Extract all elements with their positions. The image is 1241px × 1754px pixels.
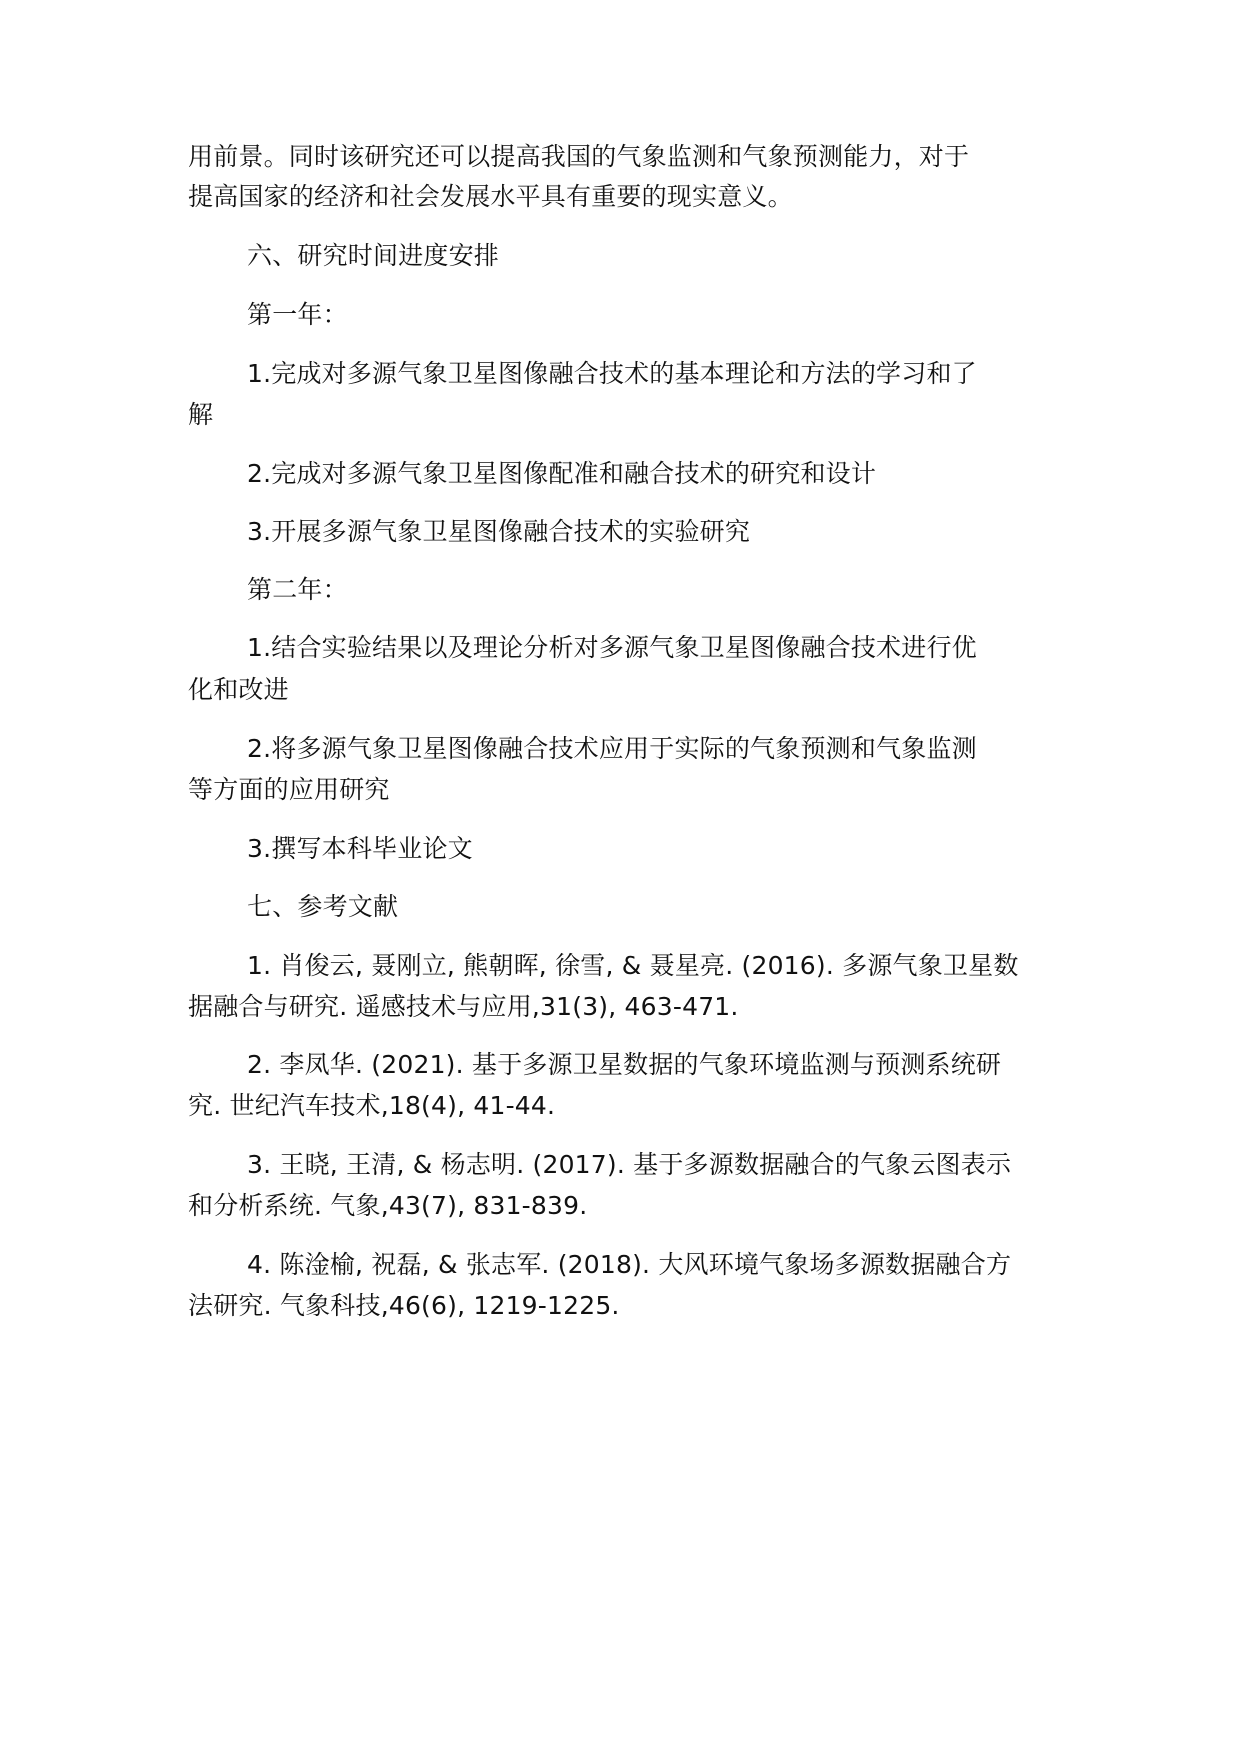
reference-2: 2. 李凤华. (2021). 基于多源卫星数据的气象环境监测与预测系统研 xyxy=(247,1050,1002,1079)
reference-2-continuation: 究. 世纪汽车技术,18(4), 41-44. xyxy=(188,1091,556,1120)
year-one-item-2: 2.完成对多源气象卫星图像配准和融合技术的研究和设计 xyxy=(247,459,877,488)
reference-1-continuation: 据融合与研究. 遥感技术与应用,31(3), 463-471. xyxy=(188,992,739,1021)
intro-paragraph-line: 提高国家的经济和社会发展水平具有重要的现实意义。 xyxy=(188,182,793,211)
year-one-item-1-continuation: 解 xyxy=(188,400,214,429)
year-two-item-1-continuation: 化和改进 xyxy=(188,675,289,704)
year-two-item-3: 3.撰写本科毕业论文 xyxy=(247,834,473,863)
intro-paragraph-line: 用前景。同时该研究还可以提高我国的气象监测和气象预测能力，对于 xyxy=(188,142,970,171)
reference-3-continuation: 和分析系统. 气象,43(7), 831-839. xyxy=(188,1191,588,1220)
year-one-item-3: 3.开展多源气象卫星图像融合技术的实验研究 xyxy=(247,517,751,546)
section-six-heading: 六、研究时间进度安排 xyxy=(247,241,500,270)
reference-1: 1. 肖俊云, 聂刚立, 熊朝晖, 徐雪, & 聂星亮. (2016). 多源气象卫星数 xyxy=(247,951,1019,980)
year-two-heading: 第二年： xyxy=(247,575,348,604)
year-two-item-1: 1.结合实验结果以及理论分析对多源气象卫星图像融合技术进行优 xyxy=(247,633,977,662)
reference-4-continuation: 法研究. 气象科技,46(6), 1219-1225. xyxy=(188,1291,620,1320)
year-one-item-1: 1.完成对多源气象卫星图像融合技术的基本理论和方法的学习和了 xyxy=(247,359,977,388)
year-two-item-2: 2.将多源气象卫星图像融合技术应用于实际的气象预测和气象监测 xyxy=(247,734,977,763)
reference-4: 4. 陈淦榆, 祝磊, & 张志军. (2018). 大风环境气象场多源数据融合方 xyxy=(247,1250,1012,1279)
year-two-item-2-continuation: 等方面的应用研究 xyxy=(188,775,390,804)
reference-3: 3. 王晓, 王清, & 杨志明. (2017). 基于多源数据融合的气象云图表示 xyxy=(247,1150,1012,1179)
section-seven-heading: 七、参考文献 xyxy=(247,892,399,921)
year-one-heading: 第一年： xyxy=(247,300,348,329)
